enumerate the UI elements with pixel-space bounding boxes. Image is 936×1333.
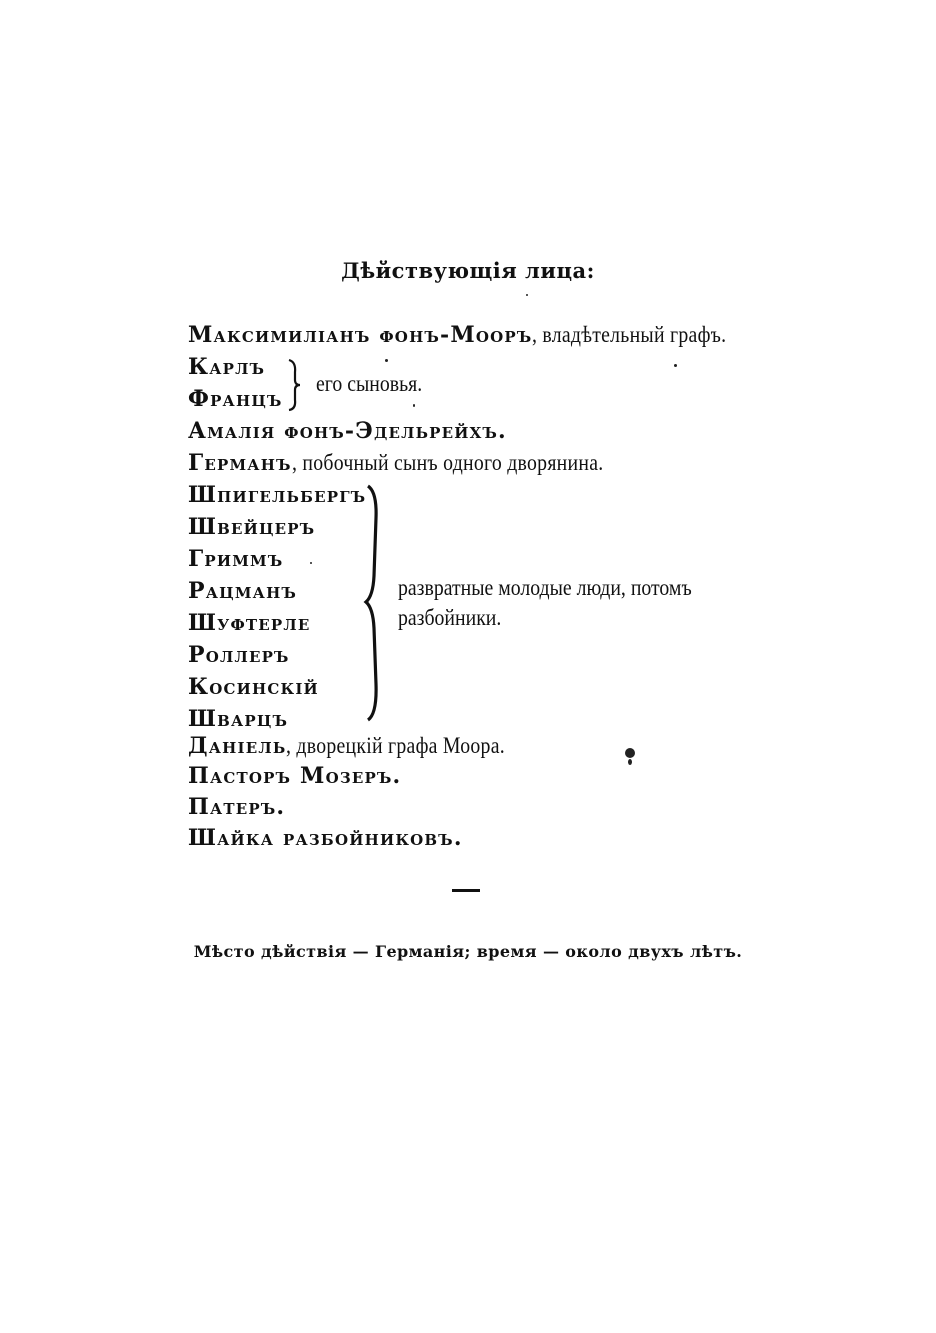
cast-entry-hermann <box>188 450 654 476</box>
cast-entry-grimm <box>188 546 283 572</box>
libertines-brace <box>362 484 388 722</box>
character-name: Швейцеръ <box>188 514 316 540</box>
character-name: Рацманъ <box>188 578 297 604</box>
libertines-description-line2: разбойники. <box>398 605 502 630</box>
character-description: , владѣтельный графъ. <box>532 322 727 347</box>
character-name: Максимиліанъ фонъ-Мооръ <box>188 322 533 348</box>
cast-entry-pater <box>188 794 285 820</box>
character-name: Шуфтерле <box>188 610 311 636</box>
character-description: , побочный сынъ одного дворянина. <box>291 450 604 475</box>
section-divider <box>452 889 480 892</box>
cast-entry-amalia <box>188 418 507 444</box>
character-name: Амалія фонъ-Эдельрейхъ. <box>188 418 507 444</box>
character-name: Даніель <box>188 733 287 759</box>
character-name: Роллеръ <box>188 642 290 668</box>
cast-entry-band <box>188 825 463 851</box>
print-speck <box>385 359 388 362</box>
ink-blot <box>628 759 632 765</box>
cast-heading: Дѣйствующія лица: <box>341 258 595 283</box>
cast-entry-schwarz <box>188 706 288 732</box>
sons-description: его сыновья. <box>316 371 423 396</box>
cast-entry-pastor <box>188 763 401 789</box>
cast-entry-razmann <box>188 578 297 604</box>
character-name: Косинскій <box>188 674 319 700</box>
character-name: Шварцъ <box>188 706 289 732</box>
cast-entry-schweizer <box>188 514 315 540</box>
character-name: Карлъ <box>188 354 266 380</box>
sons-brace <box>286 358 302 412</box>
print-speck <box>413 404 415 407</box>
cast-entry-karl <box>188 354 265 380</box>
character-name: Францъ <box>188 386 283 412</box>
cast-entry-spiegelberg <box>188 482 366 508</box>
character-name: Шпигельбергъ <box>188 482 367 508</box>
print-speck <box>310 562 312 564</box>
cast-entry-roller <box>188 642 290 668</box>
character-name: Шайка разбойниковъ. <box>188 825 463 851</box>
ink-blot <box>625 748 635 758</box>
print-speck <box>674 364 677 367</box>
libertines-description-line1: развратные молодые люди, потомъ <box>398 575 692 600</box>
cast-entry-schufterle <box>188 610 310 636</box>
cast-entry-daniel <box>188 733 541 759</box>
cast-entry-maximilian <box>188 322 758 348</box>
character-description: , дворецкій графа Моора. <box>286 733 506 758</box>
character-name: Патеръ. <box>188 794 286 820</box>
cast-entry-kosinsky <box>188 674 319 700</box>
setting-note: Мѣсто дѣйствія — Германія; время — около двухъ лѣтъ. <box>193 942 743 961</box>
print-speck <box>526 294 528 296</box>
cast-entry-franz <box>188 386 283 412</box>
character-name: Пасторъ Мозеръ. <box>188 763 402 789</box>
character-name: Гриммъ <box>188 546 284 572</box>
character-name: Германъ <box>188 450 292 476</box>
